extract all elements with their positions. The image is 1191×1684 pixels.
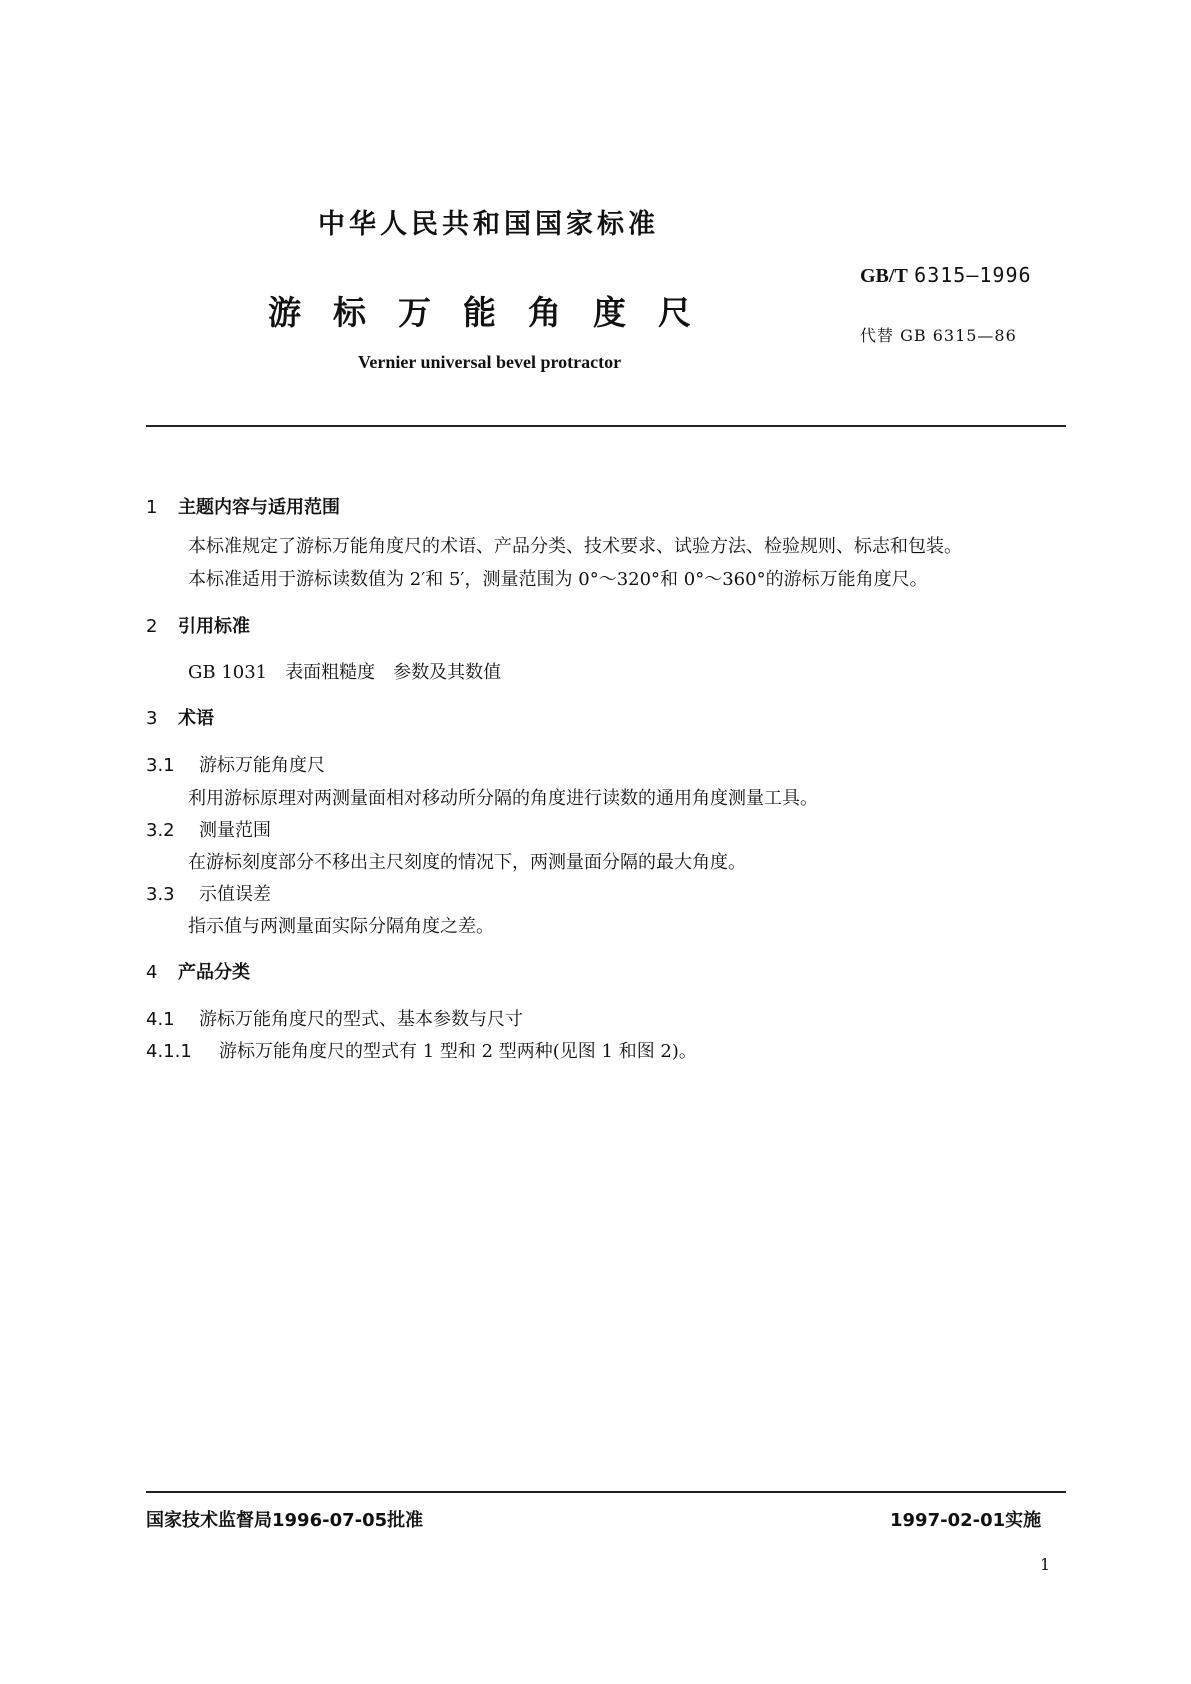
term-number: 3.2: [146, 820, 175, 841]
section-1-paragraph-1: 本标准规定了游标万能角度尺的术语、产品分类、技术要求、试验方法、检验规则、标志和包装。: [188, 536, 962, 557]
standard-code: 6315—1996: [914, 263, 1032, 287]
section-4-heading: [146, 958, 250, 984]
standard-number: [860, 263, 1032, 288]
approval-statement: 国家技术监督局1996-07-05批准: [146, 1510, 424, 1531]
footer-divider: [146, 1491, 1066, 1493]
term-number: 3.1: [146, 755, 175, 776]
subsection-4-1: [146, 1005, 523, 1031]
term-3-1-definition: 利用游标原理对两测量面相对移动所分隔的角度进行读数的通用角度测量工具。: [188, 788, 818, 809]
normative-reference: GB 1031 表面粗糙度 参数及其数值: [188, 662, 502, 683]
clause-number: 4.1.1: [146, 1041, 192, 1062]
section-title: 产品分类: [178, 962, 250, 983]
term-3-3: [146, 880, 271, 906]
section-1-paragraph-2: 本标准适用于游标读数值为 2′和 5′，测量范围为 0°～320°和 0°～360°的游标万能角度尺。: [188, 569, 928, 590]
effective-date: 1997-02-01实施: [890, 1510, 1042, 1531]
term-3-3-definition: 指示值与两测量面实际分隔角度之差。: [188, 916, 494, 937]
term-title: 游标万能角度尺: [199, 755, 325, 776]
document-title: 游标万能角度尺: [268, 293, 723, 332]
section-2-heading: [146, 612, 250, 638]
term-3-1: [146, 751, 325, 777]
section-3-heading: [146, 704, 214, 730]
section-number: 2: [146, 616, 158, 637]
standard-title: 中华人民共和国国家标准: [318, 209, 659, 240]
section-title: 术语: [178, 708, 214, 729]
section-number: 1: [146, 497, 158, 518]
section-number: 3: [146, 708, 158, 729]
term-number: 3.3: [146, 884, 175, 905]
header-divider: [146, 425, 1066, 427]
document-title-english: Vernier universal bevel protractor: [358, 352, 622, 372]
term-title: 测量范围: [199, 820, 271, 841]
section-title: 引用标准: [178, 616, 250, 637]
section-1-heading: [146, 493, 340, 519]
section-number: 4: [146, 962, 158, 983]
subsection-number: 4.1: [146, 1009, 175, 1030]
term-3-2: [146, 816, 271, 842]
clause-text: 游标万能角度尺的型式有 1 型和 2 型两种(见图 1 和图 2)。: [219, 1041, 697, 1062]
clause-4-1-1: [146, 1037, 697, 1063]
term-3-2-definition: 在游标刻度部分不移出主尺刻度的情况下，两测量面分隔的最大角度。: [188, 852, 746, 873]
replaces-standard: 代替 GB 6315—86: [860, 326, 1017, 345]
section-title: 主题内容与适用范围: [178, 497, 340, 518]
subsection-title: 游标万能角度尺的型式、基本参数与尺寸: [199, 1009, 523, 1030]
term-title: 示值误差: [199, 884, 271, 905]
page-number: 1: [1040, 1555, 1051, 1574]
standard-prefix: GB/T: [860, 265, 908, 287]
